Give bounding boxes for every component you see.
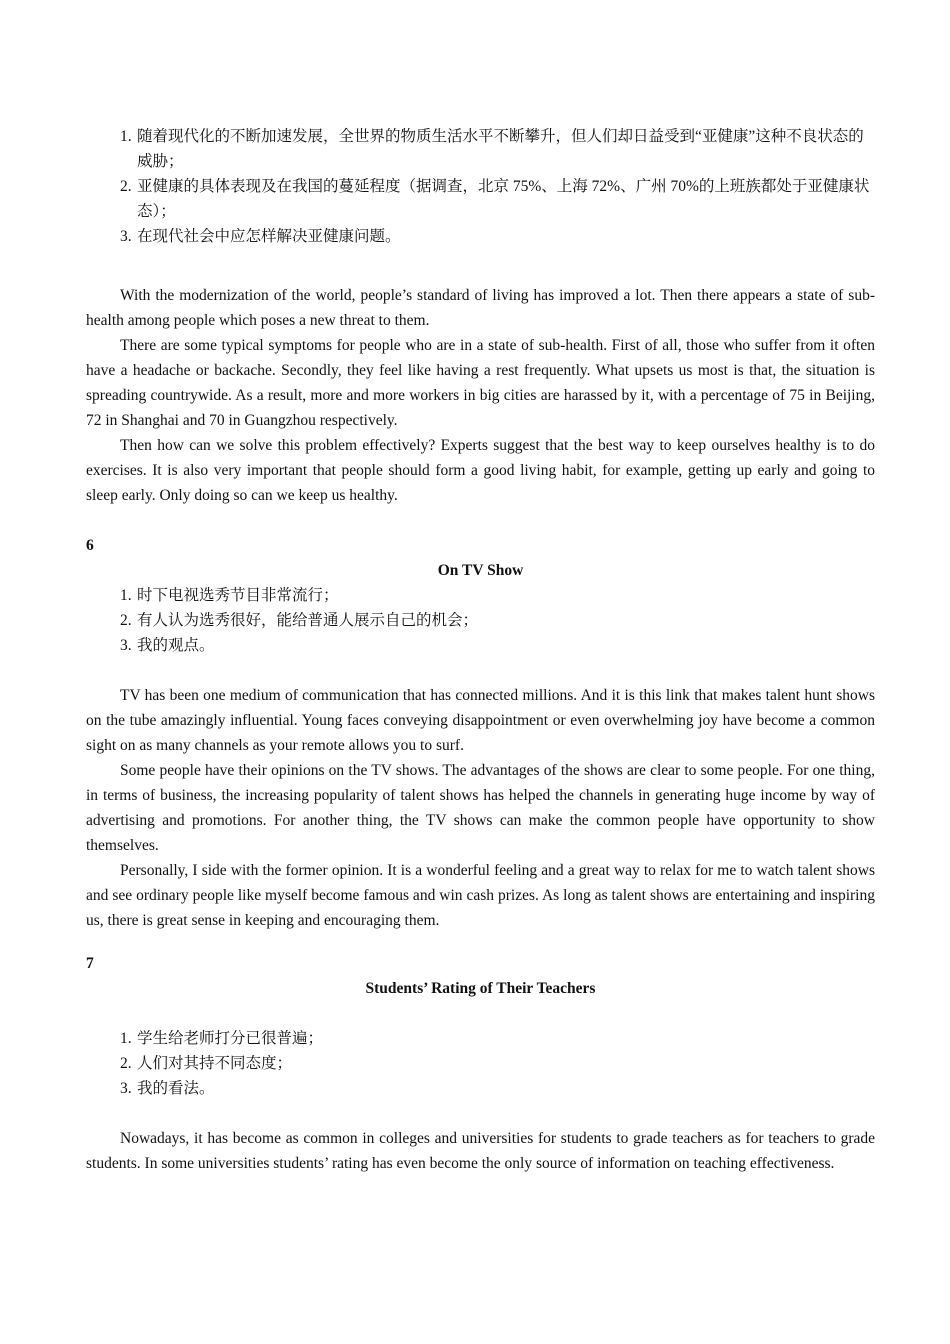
outline-item (86, 608, 875, 633)
outline-item (86, 1076, 875, 1101)
outline-text: 随着现代化的不断加速发展，全世界的物质生活水平不断攀升，但人们却日益受到“亚健康”这种不良状态的威胁； (137, 128, 864, 170)
section-number: 7 (86, 955, 94, 972)
outline-item (86, 124, 875, 174)
outline-item (86, 174, 875, 224)
outline-text: 学生给老师打分已很普遍； (137, 1030, 324, 1047)
section5-paragraph: There are some typical symptoms for people who are in a state of sub-health. First of all, those who suffer from it often have a headache or backache. Secondly, they feel like having a rest frequently. What upsets us most is that, the situation is spreading countrywide. As a result, more and more workers in big cities are harassed by it, with a percentage of 75 in Beijing, 72 in Shanghai and 70 in Guangzhou respectively. (86, 337, 875, 429)
outline-number: 2. (120, 178, 132, 195)
section6-paragraph: Some people have their opinions on the TV shows. The advantages of the shows are clear to some people. For one thing, in terms of business, the increasing popularity of talent shows has helped the channels in generating huge income by way of advertising and promotions. For another thing, the TV shows can make the common people have opportunity to show themselves. (86, 762, 875, 854)
outline-number: 3. (120, 228, 132, 245)
outline-text: 有人认为选秀很好，能给普通人展示自己的机会； (137, 612, 479, 629)
section7-paragraph: Nowadays, it has become as common in colleges and universities for students to grade teachers as for teachers to grade students. In some universities students’ rating has even become the only source of information on teaching effectiveness. (86, 1130, 875, 1172)
section5-paragraph: With the modernization of the world, people’s standard of living has improved a lot. Then there appears a state of sub-health among people which poses a new threat to them. (86, 287, 875, 329)
section5-paragraph: Then how can we solve this problem effectively? Experts suggest that the best way to keep ourselves healthy is to do exercises. It is also very important that people should form a good living habit, for example, getting up early and going to sleep early. Only doing so can we keep us healthy. (86, 437, 875, 504)
outline-item (86, 1026, 875, 1051)
outline-number: 3. (120, 637, 132, 654)
outline-text: 我的看法。 (137, 1080, 215, 1097)
outline-text: 在现代社会中应怎样解决亚健康问题。 (137, 228, 401, 245)
outline-number: 1. (120, 587, 132, 604)
outline-number: 1. (120, 128, 132, 145)
outline-item (86, 224, 875, 249)
section6-paragraph: TV has been one medium of communication that has connected millions. And it is this link that makes talent hunt shows on the tube amazingly influential. Young faces conveying disappointment or even overwhelming joy have become a common sight on as many channels as your remote allows you to surf. (86, 687, 875, 754)
outline-number: 1. (120, 1030, 132, 1047)
section-title: Students’ Rating of Their Teachers (365, 980, 596, 997)
outline-text: 人们对其持不同态度； (137, 1055, 293, 1072)
section6-paragraph: Personally, I side with the former opinion. It is a wonderful feeling and a great way to relax for me to watch talent shows and see ordinary people like myself become famous and win cash prizes. As long as talent shows are entertaining and inspiring us, there is great sense in keeping and encouraging them. (86, 862, 875, 929)
outline-item (86, 633, 875, 658)
document-page (86, 124, 875, 1176)
outline-number: 2. (120, 1055, 132, 1072)
outline-number: 2. (120, 612, 132, 629)
outline-text: 亚健康的具体表现及在我国的蔓延程度（据调查，北京 75%、上海 72%、广州 70%的上班族都处于亚健康状态）； (137, 178, 870, 220)
outline-item (86, 583, 875, 608)
outline-number: 3. (120, 1080, 132, 1097)
outline-text: 我的观点。 (137, 637, 215, 654)
outline-text: 时下电视选秀节目非常流行； (137, 587, 339, 604)
outline-item (86, 1051, 875, 1076)
section7-outline (86, 1026, 875, 1101)
section-number: 6 (86, 537, 94, 554)
section5-outline (86, 124, 875, 249)
section6-outline (86, 583, 875, 658)
section-title: On TV Show (437, 562, 524, 579)
